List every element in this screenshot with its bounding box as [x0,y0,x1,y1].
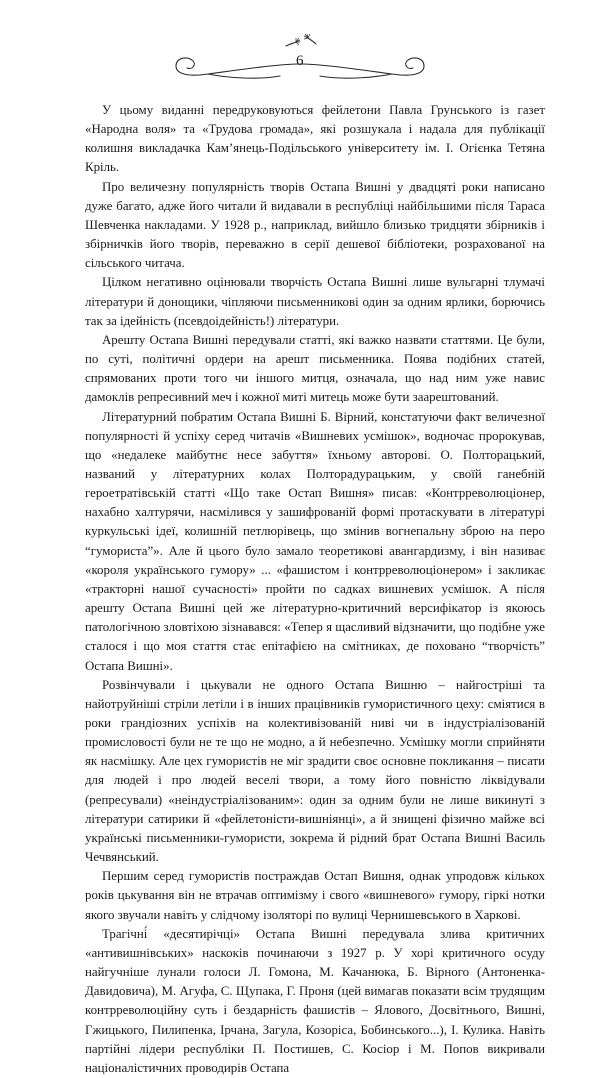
paragraph: Першим серед гумористів постраждав Остап Вишня, однак упродовж кількох років цькування він не втрачав оптимізму і свого «вишневого» гумору, гіркі нотки якого звучали навіть у слідчому ізоляторі по вулиці Чернишевського в Харкові. [85,869,545,922]
paragraph: У цьому виданні передруковуються фейлетони Павла Грунського із газет «Народна воля» та «Трудова громада», які розшукала і надала для публікації колишня викладачка Кам’янець-Подільського університету ім. І. Огієнка Тетяна Кріль. [85,103,545,175]
paragraph: Про величезну популярність творів Остапа Вишні у двадцяті роки написано дуже багато, адже його читали й видавали в республіці найбільшими після Тараса Шевченка накладами. У 1928 р., наприклад, вийшло близько тридцяти збірників і збірничків його творів, переважно в серії дешевої бібліотеки, розрахованої на сільського читача. [85,179,545,271]
paragraph: Розвінчували і цькували не одного Остапа Вишню – найгостріші та найотруйніші стріли летіли і в інших працівників гумористичного цеху: сміятися в роки грандіозних успіхів на колективізованій ниві чи в індустріалізованій промисловості були не те що не модно, а й небезпечно. Усмішку могли сприйняти як насмішку. Але цех гумористів не міг зрадити своє основне покликання – писати для людей і про людей веселі твори, а тому його повністю ліквідували (репресували) «неіндустріалізованим»: один за одним були не лише викинуті з літератури сатирики й «фейлетоністи-вишніянці», а й знищені фізично майже всі українські письменники-гумористи, зокрема й рідний брат Остапа Вишні Василь Чечвянський. [85,677,545,865]
body-text [85,101,545,1078]
page-number: 6 [296,53,304,69]
paragraph: Трагічні́ «десятирічці» Остапа Вишні передувала злива критичних «антивишнівських» наскоків починаючи з 1927 р. У хорі критичного осуду найгучніше лунали голоси Л. Гомона, М. Качанюка, Б. Вірного (Антоненка-Давидовича), М. Агуфа, С. Щупака, Г. Проня (цей вимагав показати всім трудящим контрреволюційну суть і бездарність фашистів – Ялового, Досвітнього, Вишні, Гжицького, Пилипенка, Ірчана, Загула, Козоріса, Бобинського...), І. Кулика. Навіть партійні лідери республіки П. Постишев, С. Косіор і М. Попов викривали націоналістичних проводирів Остапа [85,926,545,1075]
paragraph: Літературний побратим Остапа Вишні Б. Вірний, констатуючи факт величезної популярності й успіху серед читачів «Вишневих усмішок», водночас пророкував, що «недалеке майбутнє несе забуття» їхньому авторові. О. Полторацький, названий у літературних колах Полторадурацьким, у своїй ганебній героетратівській статті «Що таке Остап Вишня» писав: «Контрреволюціонер, нахабно халтурячи, насмілився у зашифрованій формі протаскувати в літературі куркульські ідеї, колишній петлюрівець, що змінив вогнепальну зброю на перо “гумориста”». Але й цього було замало теоретикові авангардизму, і він називає «короля українського гумору» ... «фашистом і контрреволюціонером» і закликає «тракторні нашої сучасності» пройти по садках вишневих усмішок. А після арешту Остапа Вишні цей же літературно-критичний версифікатор із якоюсь патологічною зловтіхою зізнавався: «Тепер я щасливий відзначити, що подібне уже сталося і що моя стаття стає епітафією на смітниках, де поховано “творчість” Остапа Вишні». [85,409,545,673]
paragraph: Цілком негативно оцінювали творчість Остапа Вишні лише вульгарні тлумачі літератури й донощики, чіпляючи письменникові один за одним ярлики, борючись так за ідейність (псевдоідейність!) літератури. [85,275,545,328]
paragraph: Арешту Остапа Вишні передували статті, які важко назвати статтями. Це були, по суті, політичні ордери на арешт письменника. Поява подібних статей, спрямованих проти того чи іншого митця, означала, що над ним уже навис дамоклів репресивний меч і кожної миті митець може бути заарештований. [85,332,545,405]
